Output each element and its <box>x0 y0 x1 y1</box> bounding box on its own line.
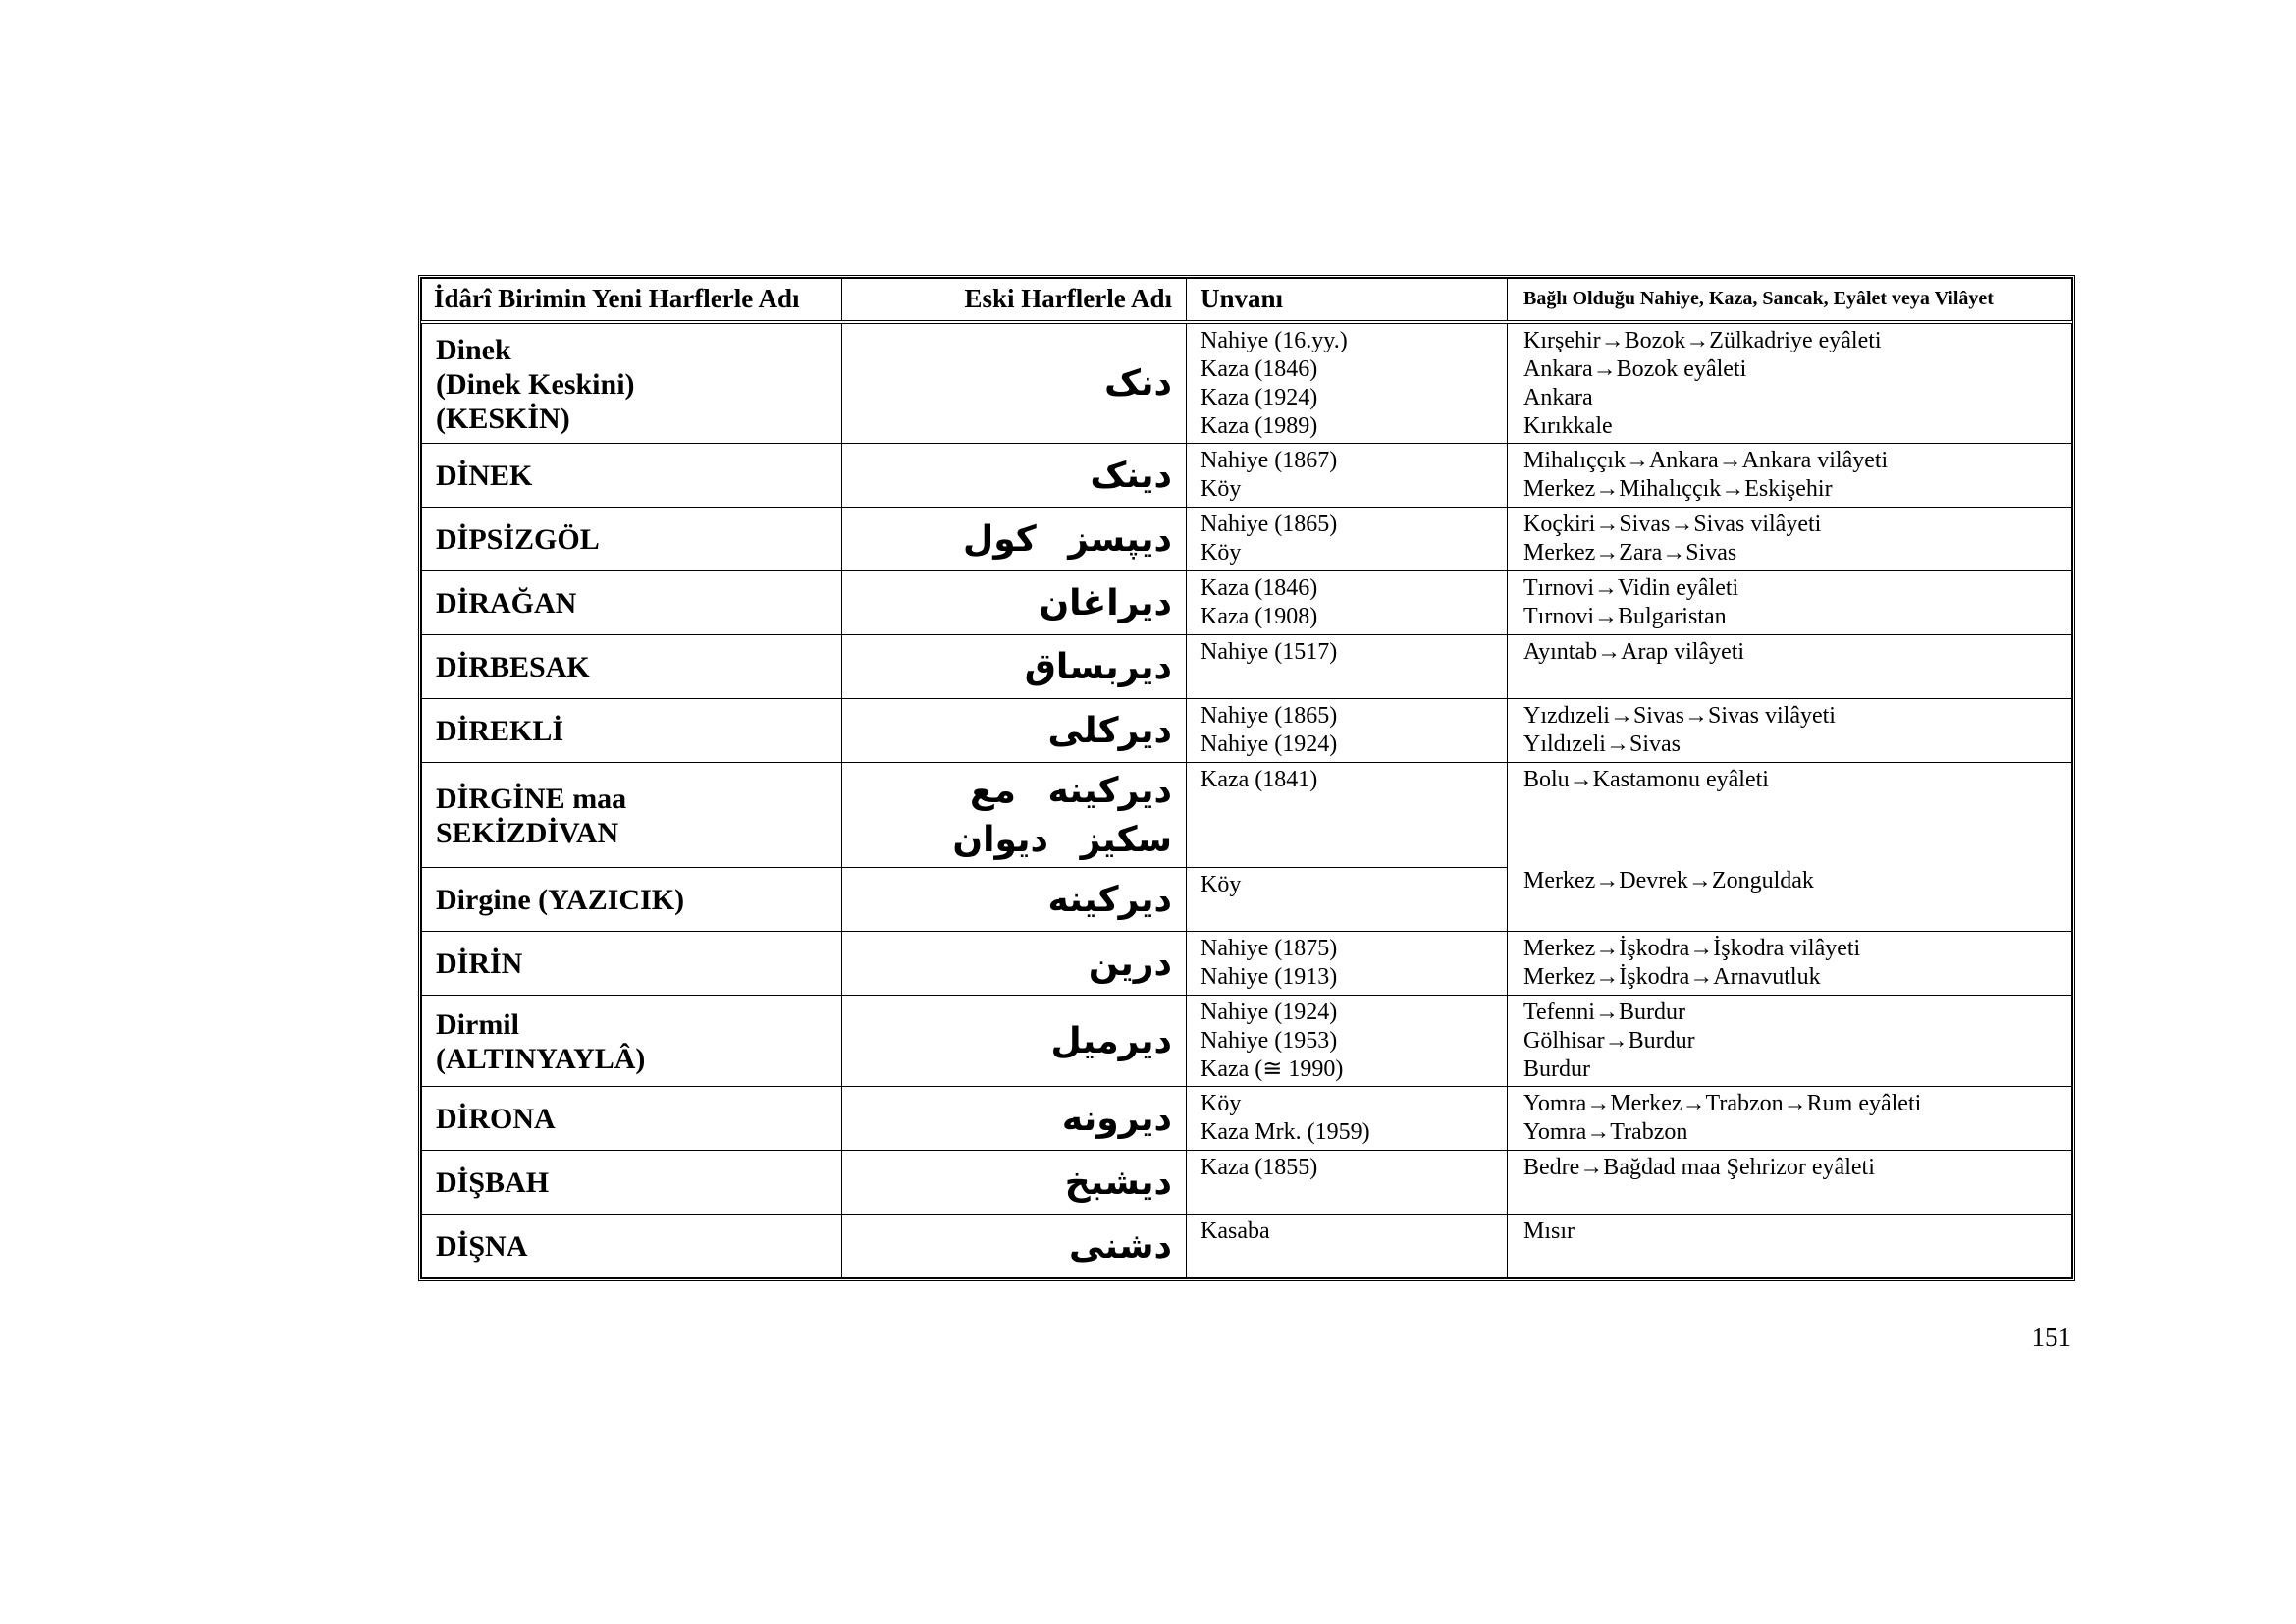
title-line: Nahiye (1924) <box>1201 999 1338 1025</box>
attached-line: Ayıntab→Arap vilâyeti <box>1523 638 1745 665</box>
old-script-name: دشنی <box>842 1214 1187 1277</box>
old-script-name: دیرونه <box>842 1086 1187 1150</box>
attached-cell <box>1508 931 2072 995</box>
title-line: Nahiye (1867) <box>1201 447 1338 473</box>
title-line: Kaza (≅ 1990) <box>1201 1056 1344 1082</box>
attached-cell <box>1508 698 2072 762</box>
attached-line: Koçkiri→Sivas→Sivas vilâyeti <box>1523 511 1822 537</box>
attached-cell <box>1508 995 2072 1086</box>
attached-line: Merkez→Zara→Sivas <box>1523 539 1737 566</box>
unit-name-cell <box>422 1086 842 1150</box>
title-line: Kaza (1846) <box>1201 574 1318 601</box>
unit-name-line: DİREKLİ <box>436 715 564 747</box>
unit-name-line: DİNEK <box>436 460 533 492</box>
title-line: Kaza Mrk. (1959) <box>1201 1118 1370 1145</box>
unit-name-line: DİPSİZGÖL <box>436 523 600 556</box>
unit-name-cell <box>422 762 842 867</box>
attached-line: Ankara <box>1523 384 1593 410</box>
unit-name-cell <box>422 443 842 507</box>
title-line: Nahiye (16.yy.) <box>1201 327 1348 353</box>
table-row <box>422 698 2072 762</box>
attached-cell <box>1508 1214 2072 1277</box>
title-cell <box>1187 698 1508 762</box>
title-cell <box>1187 867 1508 931</box>
attached-line: Mihalıççık→Ankara→Ankara vilâyeti <box>1523 447 1889 473</box>
old-script-name: دیرکلی <box>842 698 1187 762</box>
attached-line: Bolu→Kastamonu eyâleti <box>1523 766 1769 792</box>
unit-name-cell <box>422 698 842 762</box>
title-line: Kasaba <box>1201 1218 1270 1244</box>
attached-line: Yomra→Merkez→Trabzon→Rum eyâleti <box>1523 1090 1922 1116</box>
attached-line: Bedre→Bağdad maa Şehrizor eyâleti <box>1523 1154 1875 1180</box>
unit-name-line: DİŞNA <box>436 1230 528 1263</box>
unit-name-line: (KESKİN) <box>436 402 570 435</box>
old-script-name: درین <box>842 931 1187 995</box>
title-cell <box>1187 322 1508 444</box>
attached-line: Yomra→Trabzon <box>1523 1118 1688 1145</box>
title-line: Nahiye (1865) <box>1201 702 1338 729</box>
attached-line: Ankara→Bozok eyâleti <box>1523 355 1747 382</box>
unit-name-cell <box>422 322 842 444</box>
header-name: İdârî Birimin Yeni Harflerle Adı <box>422 279 842 322</box>
title-line: Nahiye (1865) <box>1201 511 1338 537</box>
title-cell <box>1187 570 1508 634</box>
table-row <box>422 931 2072 995</box>
unit-name-line: Dirmil <box>436 1007 519 1041</box>
title-line: Nahiye (1913) <box>1201 963 1338 990</box>
title-line: Kaza (1989) <box>1201 412 1318 439</box>
title-line: Kaza (1841) <box>1201 766 1318 792</box>
title-line: Kaza (1908) <box>1201 603 1318 629</box>
attached-line: Yıldızeli→Sivas <box>1523 731 1681 757</box>
table-row <box>422 1214 2072 1277</box>
title-line: Kaza (1846) <box>1201 355 1318 382</box>
attached-line: Mısır <box>1523 1218 1575 1244</box>
unit-name-cell <box>422 931 842 995</box>
title-line: Nahiye (1517) <box>1201 638 1338 665</box>
old-script-name: دنک <box>842 322 1187 444</box>
attached-line: Kırşehir→Bozok→Zülkadriye eyâleti <box>1523 327 1882 353</box>
old-script-name: دیپسز کول <box>842 507 1187 570</box>
unit-name-line: DİRİN <box>436 947 523 980</box>
unit-name-cell <box>422 1214 842 1277</box>
old-script-name: دیربساق <box>842 634 1187 698</box>
header-title: Unvanı <box>1187 279 1508 322</box>
attached-line: Merkez→İşkodra→İşkodra vilâyeti <box>1523 935 1861 961</box>
unit-name-line: Dirgine (YAZICIK) <box>436 884 685 916</box>
attached-cell <box>1508 1086 2072 1150</box>
title-cell <box>1187 1086 1508 1150</box>
attached-line: Merkez→Mihalıççık→Eskişehir <box>1523 475 1833 502</box>
record-table-frame <box>418 275 2075 1281</box>
title-line: Köy <box>1201 871 1242 897</box>
attached-line: Tırnovi→Bulgaristan <box>1523 603 1727 629</box>
table-row <box>422 322 2072 444</box>
unit-name-line: (Dinek Keskini) <box>436 367 635 401</box>
old-script-name: دینک <box>842 443 1187 507</box>
title-line: Nahiye (1875) <box>1201 935 1338 961</box>
unit-name-line: SEKİZDİVAN <box>436 816 619 849</box>
title-cell <box>1187 507 1508 570</box>
title-cell <box>1187 1214 1508 1277</box>
unit-name-line: Dinek <box>436 333 511 366</box>
title-line: Köy <box>1201 475 1242 502</box>
unit-name-cell <box>422 867 842 931</box>
attached-line: Gölhisar→Burdur <box>1523 1027 1695 1054</box>
table-header-row <box>422 279 2072 322</box>
unit-name-cell <box>422 570 842 634</box>
attached-cell <box>1508 507 2072 570</box>
table-row <box>422 1086 2072 1150</box>
attached-line: Merkez→İşkodra→Arnavutluk <box>1523 963 1821 990</box>
attached-cell <box>1508 570 2072 634</box>
page-number: 151 <box>2031 1323 2071 1352</box>
old-script-name: دیراغان <box>842 570 1187 634</box>
attached-cell <box>1508 322 2072 444</box>
unit-name-line: DİRAĞAN <box>436 587 577 620</box>
title-line: Köy <box>1201 1090 1242 1116</box>
old-script-name: دیرمیل <box>842 995 1187 1086</box>
title-line: Nahiye (1924) <box>1201 731 1338 757</box>
title-cell <box>1187 762 1508 867</box>
table-row <box>422 570 2072 634</box>
attached-line: Burdur <box>1523 1056 1590 1082</box>
header-old-script: Eski Harflerle Adı <box>842 279 1187 322</box>
unit-name-cell <box>422 507 842 570</box>
attached-cell <box>1508 1150 2072 1214</box>
unit-name-cell <box>422 1150 842 1214</box>
title-cell <box>1187 634 1508 698</box>
old-script-name: دیرکینه <box>842 867 1187 931</box>
old-script-name: دیشبخ <box>842 1150 1187 1214</box>
title-cell <box>1187 931 1508 995</box>
title-cell <box>1187 1150 1508 1214</box>
old-script-name: دیرکینه مع سکیز دیوان <box>842 762 1187 867</box>
unit-name-line: (ALTINYAYLÂ) <box>436 1042 646 1075</box>
attached-cell <box>1508 762 2072 931</box>
unit-name-cell <box>422 634 842 698</box>
attached-line: Merkez→Devrek→Zonguldak <box>1523 867 1814 893</box>
attached-cell <box>1508 634 2072 698</box>
unit-name-line: DİRGİNE maa <box>436 782 627 815</box>
unit-name-line: DİŞBAH <box>436 1166 550 1199</box>
title-line: Kaza (1855) <box>1201 1154 1318 1180</box>
attached-line: Tırnovi→Vidin eyâleti <box>1523 574 1739 601</box>
attached-line: Tefenni→Burdur <box>1523 999 1685 1025</box>
table-row <box>422 634 2072 698</box>
title-line: Köy <box>1201 539 1242 566</box>
unit-name-line: DİRONA <box>436 1103 556 1135</box>
title-line: Kaza (1924) <box>1201 384 1318 410</box>
attached-line: Kırıkkale <box>1523 412 1613 439</box>
unit-name-line: DİRBESAK <box>436 651 590 683</box>
table-row <box>422 1150 2072 1214</box>
table-row <box>422 507 2072 570</box>
attached-line: Yızdızeli→Sivas→Sivas vilâyeti <box>1523 702 1836 729</box>
attached-cell <box>1508 443 2072 507</box>
table-row <box>422 762 2072 867</box>
header-attached: Bağlı Olduğu Nahiye, Kaza, Sancak, Eyâlet veya Vilâyet <box>1508 279 2072 322</box>
title-cell <box>1187 995 1508 1086</box>
table-row <box>422 443 2072 507</box>
unit-name-cell <box>422 995 842 1086</box>
title-cell <box>1187 443 1508 507</box>
table-row <box>422 995 2072 1086</box>
administrative-units-table <box>421 278 2072 1278</box>
title-line: Nahiye (1953) <box>1201 1027 1338 1054</box>
